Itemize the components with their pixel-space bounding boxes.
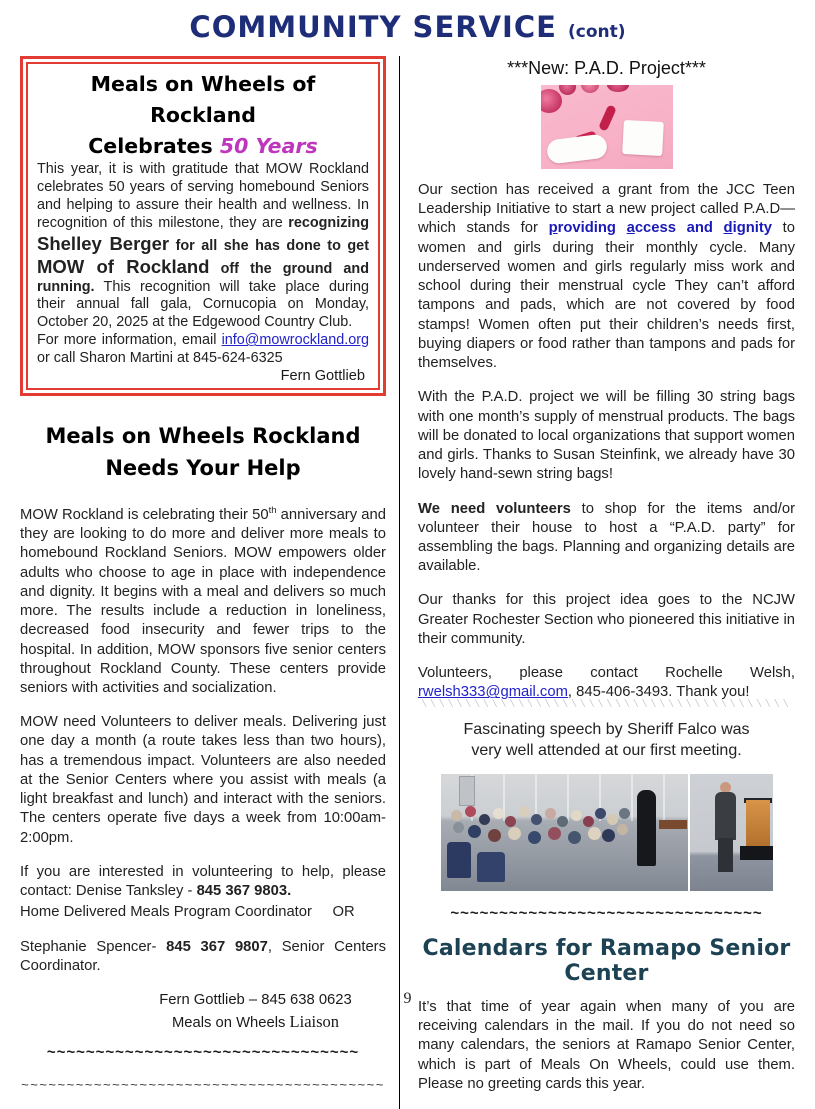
- mow-box-heading: [37, 69, 369, 161]
- pad-paragraph-3: We need volunteers to shop for the items and/or volunteer their house to host a “P.A.D. party” for assembling the bags. Planning and organizing details are available.: [418, 500, 795, 575]
- help-heading-line1: Meals on Wheels Rockland: [45, 423, 361, 448]
- standing-person-shape: [637, 790, 656, 866]
- mow-box-heading-line1: Meals on Wheels of Rockland: [90, 72, 316, 127]
- door-shape: [459, 776, 475, 806]
- pad-icon: [545, 133, 607, 164]
- hatch-divider: ╲╲╲╲╲╲╲╲╲╲╲╲╲╲╲╲╲╲╲╲╲╲╲╲╲╲╲╲╲╲╲╲╲╲╲╲╲╲╲╲╲╲: [421, 698, 792, 707]
- left-column: [20, 56, 386, 1109]
- help-coordinator-line: Home Delivered Meals Program Coordinator OR: [20, 904, 355, 921]
- rose-icon: [581, 85, 599, 93]
- help-section-heading: [20, 420, 386, 485]
- pad-paragraph-4: Our thanks for this project idea goes to the NCJW Greater Rochester Section who pioneered this initiative in their community.: [418, 592, 795, 647]
- chair-shape: [477, 852, 505, 882]
- rose-icon: [559, 85, 576, 95]
- page-title-main: COMMUNITY SERVICE: [189, 10, 557, 44]
- celebrates-text: Celebrates: [88, 133, 220, 158]
- pad-icon: [622, 120, 664, 156]
- pad-paragraph-1: Our section has received a grant from the JCC Teen Leadership Initiative to start a new project called P.A.D—which stands for providing access and dignity to women and girls during their monthly cycle. Many underserved women and girls regularly miss work and school during their menstrual cycle They can’t afford tampons and pads, which are not covered by food stamps! Women often put their children’s needs first, buying diapers or food rather than tampons and pads for themselves.: [418, 182, 796, 372]
- pad-paragraph-2: With the P.A.D. project we will be filling 30 string bags with one month’s supply of menstrual products. The bags will be donated to local organizations that support women and girls. Thanks to Susan Steinfink, we already have 30 lovely hand-sewn string bags!: [418, 389, 795, 483]
- chair-shape: [447, 842, 471, 878]
- stage-shape: [740, 846, 773, 860]
- tilde-divider-light: ~~~~~~~~~~~~~~~~~~~~~~~~~~~~~~~~~~~~~~~~: [21, 1076, 385, 1092]
- pad-products-photo: [541, 85, 673, 169]
- two-column-layout: [0, 56, 815, 1109]
- mow-box-body: This year, it is with gratitude that MOW Rockland celebrates 50 years of serving homebound Seniors and helping to assure their health and wellness. In recognition of this milestone, they are recognizing Shelley Berger for all she has done to get MOW of Rockland off the ground and running. This recognition will take place during their annual fall gala, Cornucopia on Monday, October 20, 2025 at the Edgewood Country Club.: [37, 161, 369, 331]
- mow-anniversary-box: [20, 56, 386, 396]
- help-signature-line2: Meals on Wheels Liaison: [171, 1012, 340, 1031]
- help-paragraph-1: MOW Rockland is celebrating their 50th anniversary and they are looking to do more and deliver more meals to homebound Rockland Seniors. MOW empowers older adults who choose to age in place with independence and dignity. It begins with a meal and delivers so much more. The results include a reduction in loneliness, decreased food insecurity and fewer trips to the hospital. In addition, MOW sponsors five senior centers throughout Rockland County. These centers provide seniors with activities and socialization.: [20, 504, 386, 696]
- page-number: 9: [403, 990, 412, 1007]
- sheriff-falco-photo: [688, 774, 773, 891]
- audience-crowd-shapes: [441, 774, 448, 781]
- column-divider-line: [399, 56, 400, 1109]
- help-heading-line2: Needs Your Help: [105, 456, 301, 481]
- pad-volunteers-contact: Volunteers, please contact Rochelle Welsh, rwelsh333@gmail.com, 845-406-3493. Thank you!: [418, 665, 795, 701]
- mow-box-signature: Fern Gottlieb: [280, 367, 365, 384]
- speech-caption-line1: Fascinating speech by Sheriff Falco was: [463, 720, 750, 738]
- mow-box-contact-line: For more information, email info@mowrockland.org or call Sharon Martini at 845-624-6325: [37, 332, 369, 366]
- page-title: [0, 0, 815, 44]
- fifty-years-highlight: 50 Years: [219, 133, 318, 158]
- sheriff-body-shape: [715, 792, 736, 840]
- speech-caption-line2: very well attended at our first meeting.: [471, 742, 742, 760]
- mow-email-link[interactable]: info@mowrockland.org: [221, 332, 369, 349]
- mow-box-heading-line2: [37, 131, 369, 162]
- podium-shape: [746, 800, 770, 848]
- audience-photo: [441, 774, 688, 891]
- tampon-icon: [598, 104, 617, 131]
- pad-project-heading: ***New: P.A.D. Project***: [507, 58, 706, 78]
- calendars-heading: Calendars for Ramapo Senior Center: [422, 935, 791, 986]
- tilde-divider-bold: ~~~~~~~~~~~~~~~~~~~~~~~~~~~~~~~~: [46, 1043, 360, 1061]
- mow-anniversary-box-inner: [26, 62, 380, 390]
- help-contact-stephanie: Stephanie Spencer- 845 367 9807, Senior Centers Coordinator.: [20, 938, 386, 974]
- help-paragraph-2: MOW need Volunteers to deliver meals. Delivering just one day a month (a route takes less than two hours), has a tremendous impact. Volunteers are also needed at the Senior Centers where you assist with meals (a light breakfast and lunch) and interact with the seniors. The centers operate five days a week from 10:00am-2:00pm.: [20, 714, 386, 846]
- help-signature-line1: Fern Gottlieb – 845 638 0623: [159, 992, 352, 1009]
- sheriff-legs-shape: [718, 838, 733, 872]
- sheriff-speech-caption: [418, 719, 795, 762]
- rose-icon: [541, 89, 562, 113]
- tilde-divider-right: ~~~~~~~~~~~~~~~~~~~~~~~~~~~~~~~~: [450, 904, 763, 922]
- page-title-suffix: (cont): [568, 22, 626, 42]
- table-shape: [659, 820, 687, 829]
- calendars-paragraph: It’s that time of year again when many of you are receiving calendars in the mail. If you do not need so many calendars, the seniors at Ramapo Senior Center, which is part of Meals On Wheels, could use them. Please no greeting cards this year.: [418, 998, 795, 1092]
- help-contact-denise: If you are interested in volunteering to help, please contact: Denise Tanksley - 845 367 9803.: [20, 863, 386, 900]
- rwelsh-email-link[interactable]: rwelsh333@gmail.com: [418, 684, 568, 701]
- right-column: [418, 56, 795, 1109]
- meeting-photos: [441, 774, 773, 891]
- rose-icon: [607, 85, 629, 92]
